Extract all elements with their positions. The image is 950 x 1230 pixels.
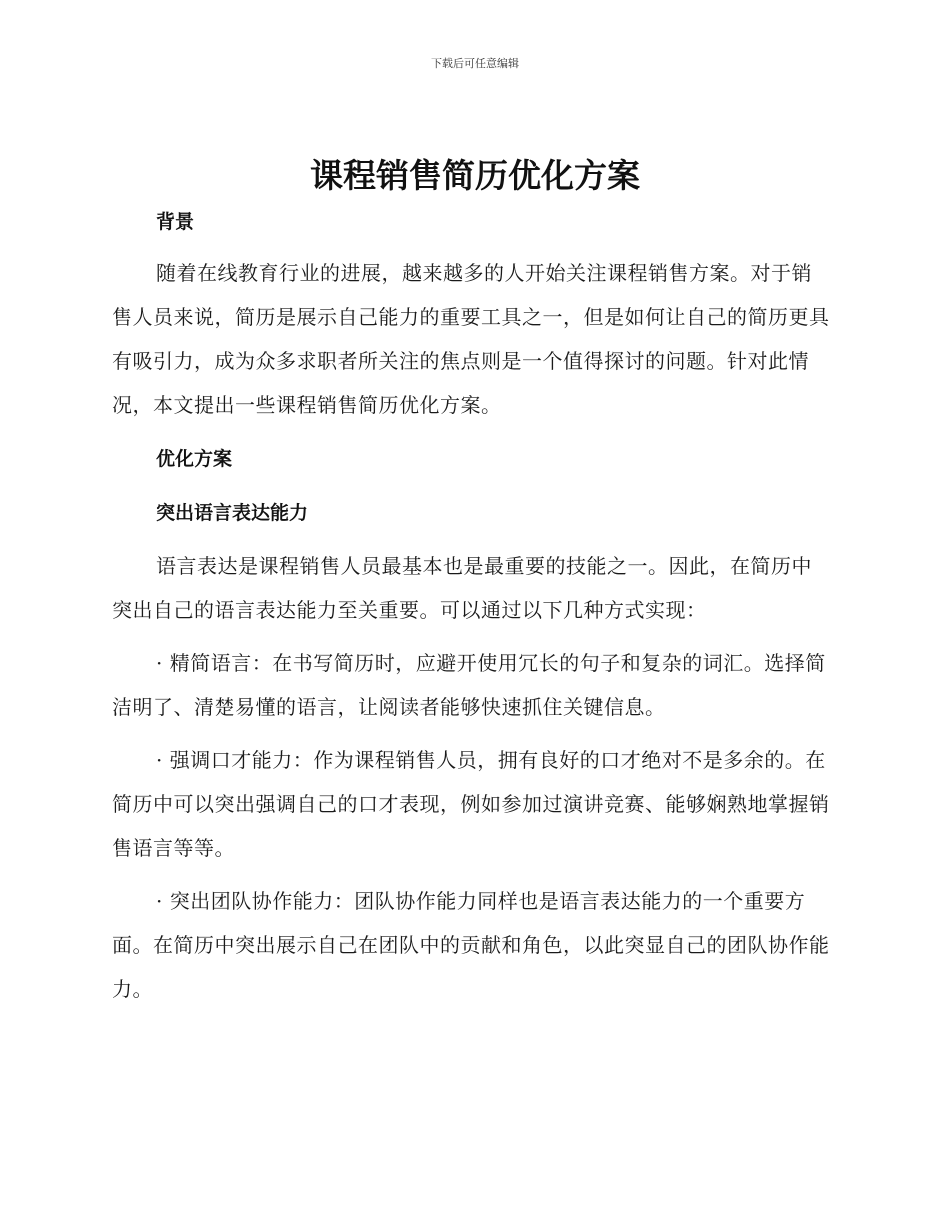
paragraph-language-intro: 语言表达是课程销售人员最基本也是最重要的技能之一。因此，在简历中突出自己的语言表达能力至关重要。可以通过以下几种方式实现：	[112, 554, 812, 622]
header-note: 下载后可任意编辑	[431, 57, 519, 70]
heading-optimization-plan: 优化方案	[156, 448, 233, 470]
bullet-item-eloquence: · 强调口才能力：作为课程销售人员，拥有良好的口才绝对不是多余的。在简历中可以突出强调自己的口才表现，例如参加过演讲竞赛、能够娴熟地掌握销售语言等等。	[112, 748, 830, 860]
heading-language-expression: 突出语言表达能力	[156, 502, 309, 524]
document-title: 课程销售简历优化方案	[310, 156, 640, 195]
heading-background: 背景	[156, 211, 195, 233]
paragraph-background: 随着在线教育行业的进展，越来越多的人开始关注课程销售方案。对于销售人员来说，简历是展示自己能力的重要工具之一，但是如何让自己的简历更具有吸引力，成为众多求职者所关注的焦点则是一个值得探讨的问题。针对此情况，本文提出一些课程销售简历优化方案。	[112, 261, 830, 417]
bullet-item-concise-language: · 精简语言：在书写简历时，应避开使用冗长的句子和复杂的词汇。选择简洁明了、清楚易懂的语言，让阅读者能够快速抓住关键信息。	[112, 651, 826, 719]
bullet-item-teamwork: · 突出团队协作能力：团队协作能力同样也是语言表达能力的一个重要方面。在简历中突出展示自己在团队中的贡献和角色，以此突显自己的团队协作能力。	[112, 889, 830, 1001]
